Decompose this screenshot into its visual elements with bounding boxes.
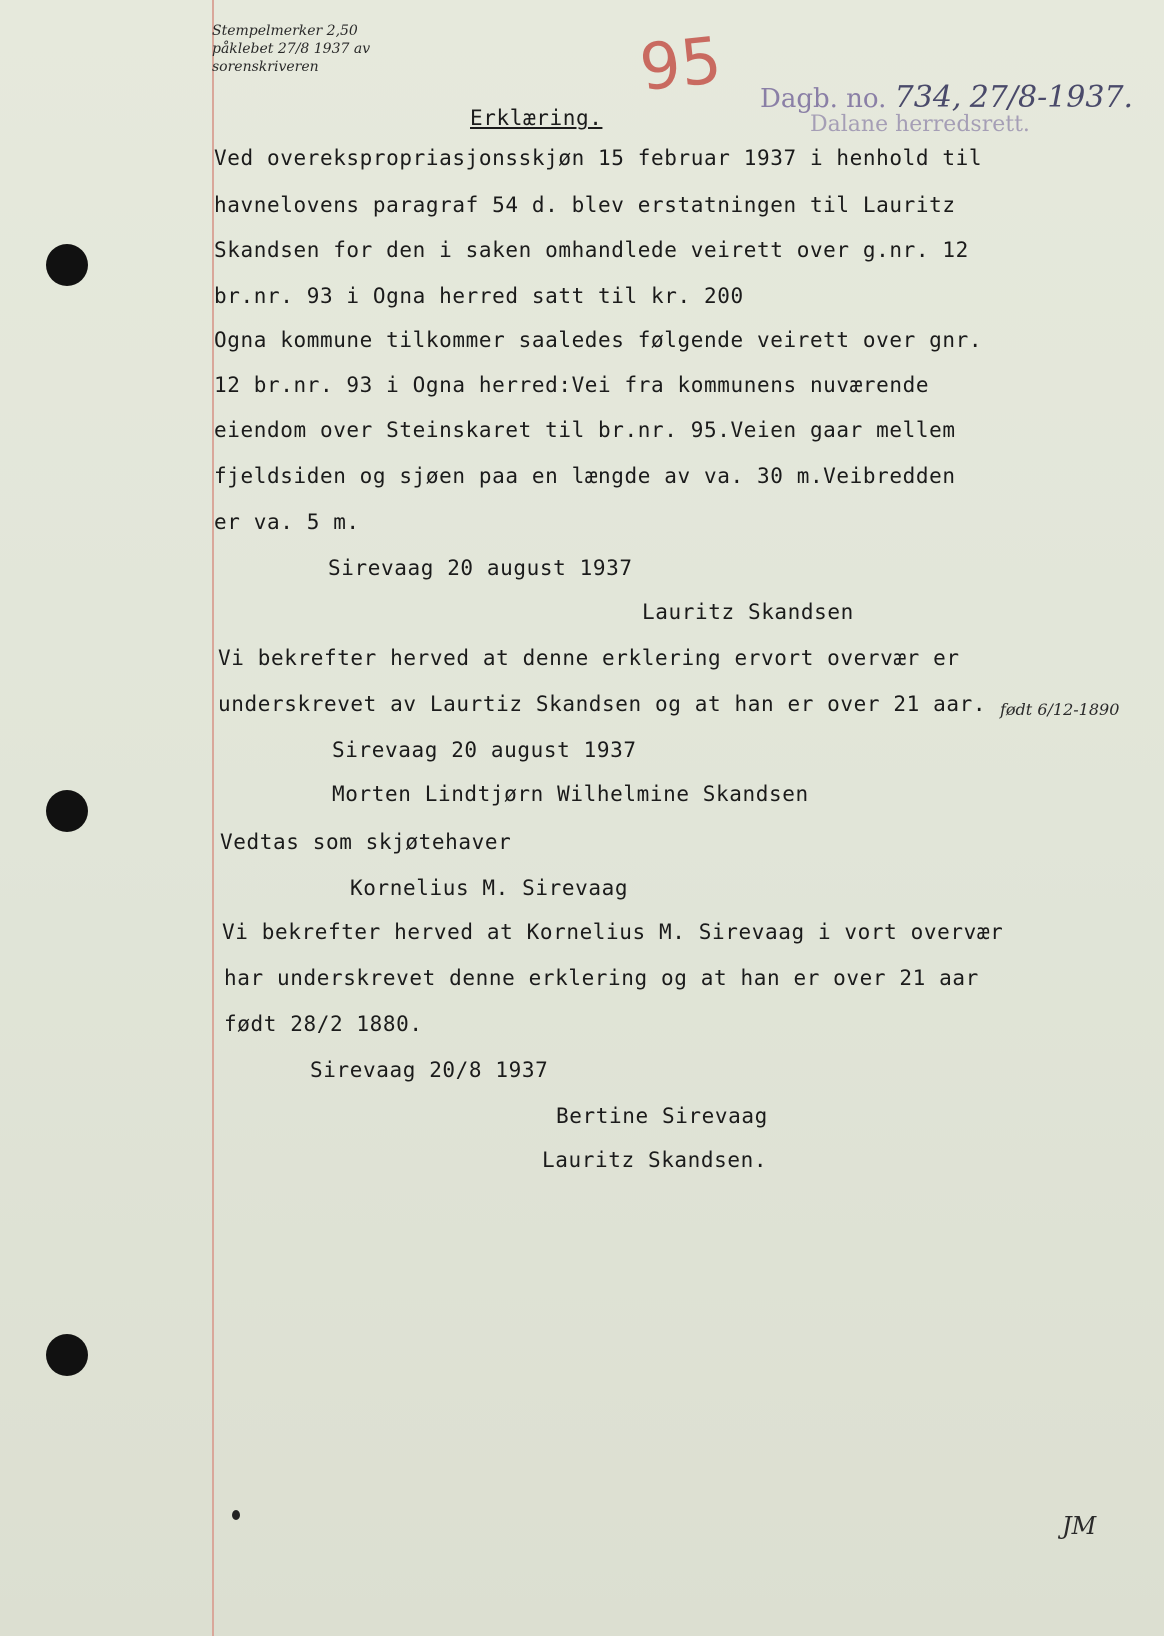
birth-note: født 6/12-1890 (1000, 700, 1120, 719)
signature: Kornelius M. Sirevaag (350, 876, 629, 900)
text-line: br.nr. 93 i Ogna herred satt til kr. 200 (214, 284, 744, 308)
text-line: eiendom over Steinskaret til br.nr. 95.Veien gaar mellem (214, 418, 956, 442)
text-line: har underskrevet denne erklering og at han er over 21 aar (224, 966, 979, 990)
punch-hole (46, 1334, 88, 1376)
place-date: Sirevaag 20 august 1937 (328, 556, 633, 580)
signature: Lauritz Skandsen (642, 600, 854, 624)
text-line: Ogna kommune tilkommer saaledes følgende veirett over gnr. (214, 328, 983, 352)
place-date: Sirevaag 20 august 1937 (332, 738, 637, 762)
text-line: Vi bekrefter herved at Kornelius M. Sirevaag i vort overvær (222, 920, 1004, 944)
ink-dot (232, 1510, 240, 1520)
signature: Lauritz Skandsen. (542, 1148, 768, 1172)
diary-date: 27/8-1937. (969, 80, 1134, 115)
court-stamp: Dalane herredsrett. (810, 112, 1030, 137)
text-line: Vedtas som skjøtehaver (220, 830, 512, 854)
margin-note-line: Stempelmerker 2,50 (212, 23, 358, 39)
punch-hole (46, 790, 88, 832)
text-line: Ved overekspropriasjonsskjøn 15 februar 1937 i henhold til (214, 146, 983, 170)
text-line: 12 br.nr. 93 i Ogna herred:Vei fra kommunens nuværende (214, 373, 930, 397)
text-line: er va. 5 m. (214, 510, 360, 534)
initials: JM (1062, 1512, 1097, 1540)
text-line: underskrevet av Laurtiz Skandsen og at han er over 21 aar. (218, 692, 987, 716)
folio-number: 95 (636, 23, 726, 107)
diary-number: 734, (894, 80, 962, 115)
document-title: Erklæring. (470, 106, 603, 130)
margin-note-line: påklebet 27/8 1937 av (212, 41, 371, 57)
signature: Bertine Sirevaag (556, 1104, 768, 1128)
text-line: Skandsen for den i saken omhandlede veirett over g.nr. 12 (214, 238, 969, 262)
text-line: Vi bekrefter herved at denne erklering ervort overvær er (218, 646, 960, 670)
text-line: havnelovens paragraf 54 d. blev erstatningen til Lauritz (214, 193, 956, 217)
text-line: født 28/2 1880. (224, 1012, 423, 1036)
margin-note (212, 22, 472, 76)
diary-stamp (760, 80, 1133, 115)
text-line: fjeldsiden og sjøen paa en længde av va. 30 m.Veibredden (214, 464, 956, 488)
punch-hole (46, 244, 88, 286)
margin-note-line: sorenskriveren (212, 59, 319, 75)
place-date: Sirevaag 20/8 1937 (310, 1058, 549, 1082)
witness-signatures: Morten Lindtjørn Wilhelmine Skandsen (332, 782, 809, 806)
diary-stamp-prefix: Dagb. no. (760, 84, 887, 114)
